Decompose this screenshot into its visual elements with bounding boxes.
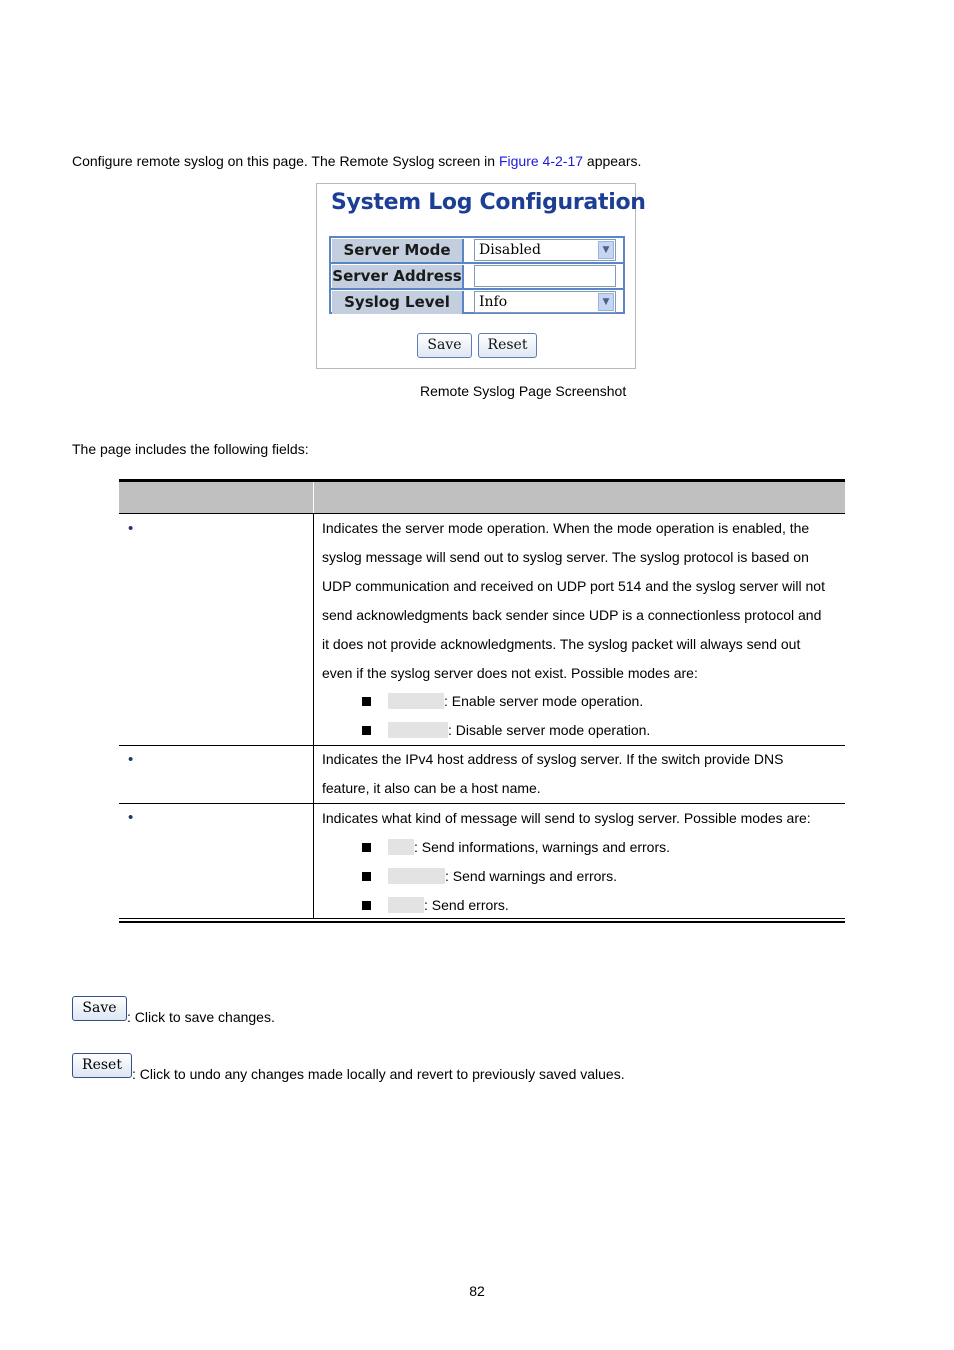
table-bottom-border xyxy=(119,918,845,919)
syslog-level-row xyxy=(331,290,623,315)
square-bullet-icon xyxy=(362,872,371,881)
description-line: send acknowledgments back sender since UDP is a connectionless protocol and xyxy=(322,607,822,623)
description-line: Indicates the IPv4 host address of syslog server. If the switch provide DNS xyxy=(322,751,784,767)
figure-link[interactable]: Figure 4-2-17 xyxy=(498,153,584,169)
syslog-level-label: Syslog Level xyxy=(332,291,464,314)
table-header xyxy=(119,482,845,514)
description-line: even if the syslog server does not exist. Possible modes are: xyxy=(322,665,698,681)
option-text: : Send errors. xyxy=(424,897,509,913)
figure-caption: Remote Syslog Page Screenshot xyxy=(420,383,627,399)
server-mode-select[interactable] xyxy=(474,239,616,261)
save-button[interactable]: Save xyxy=(417,333,472,358)
syslog-config-table xyxy=(329,236,625,314)
save-button-description: : Click to save changes. xyxy=(127,1009,275,1025)
option-item xyxy=(362,716,650,745)
square-bullet-icon xyxy=(362,726,371,735)
option-item xyxy=(362,891,509,920)
screenshot-title: System Log Configuration xyxy=(331,190,646,215)
server-mode-row xyxy=(331,238,623,263)
server-address-description xyxy=(322,745,842,803)
option-name-highlight xyxy=(388,722,448,738)
option-item xyxy=(362,833,670,862)
chevron-down-icon[interactable]: ▼ xyxy=(598,241,614,259)
square-bullet-icon xyxy=(362,697,371,706)
option-text: : Send informations, warnings and errors. xyxy=(414,839,671,855)
option-name-highlight xyxy=(388,868,445,884)
table-row-bullet: • xyxy=(128,751,134,768)
description-line: feature, it also can be a host name. xyxy=(322,780,541,796)
intro-text xyxy=(72,153,641,169)
table-bottom-border xyxy=(119,921,845,923)
server-mode-label: Server Mode xyxy=(332,239,464,262)
intro-text-start: Configure remote syslog on this page. The Remote Syslog screen in xyxy=(72,153,499,169)
remote-syslog-screenshot xyxy=(316,183,646,369)
option-text: : Send warnings and errors. xyxy=(445,868,617,884)
option-item xyxy=(362,687,643,716)
save-button[interactable]: Save xyxy=(72,996,127,1021)
option-item xyxy=(362,862,617,891)
square-bullet-icon xyxy=(362,843,371,852)
table-header-divider xyxy=(313,482,314,513)
option-text: : Enable server mode operation. xyxy=(444,693,644,709)
server-mode-value: Disabled xyxy=(479,242,541,258)
reset-button[interactable]: Reset xyxy=(478,333,537,358)
chevron-down-icon[interactable]: ▼ xyxy=(598,293,614,311)
server-address-row xyxy=(331,264,623,289)
table-column-divider xyxy=(313,514,314,918)
reset-button[interactable]: Reset xyxy=(72,1053,132,1078)
fields-intro: The page includes the following fields: xyxy=(72,441,309,457)
table-row-bullet: • xyxy=(128,809,134,826)
option-name-highlight xyxy=(388,897,424,913)
intro-text-end: appears. xyxy=(583,153,642,169)
server-address-label: Server Address xyxy=(332,265,464,288)
description-line: Indicates the server mode operation. When the mode operation is enabled, the xyxy=(322,520,810,536)
option-text: : Disable server mode operation. xyxy=(448,722,651,738)
option-name-highlight xyxy=(388,693,444,709)
description-line: Indicates what kind of message will send to syslog server. Possible modes are: xyxy=(322,810,811,826)
option-name-highlight xyxy=(388,839,414,855)
description-line: it does not provide acknowledgments. The syslog packet will always send out xyxy=(322,636,801,652)
syslog-level-select[interactable] xyxy=(474,291,616,313)
server-address-input[interactable] xyxy=(474,265,616,287)
reset-button-description: : Click to undo any changes made locally and revert to previously saved values. xyxy=(132,1066,625,1082)
description-line: syslog message will send out to syslog server. The syslog protocol is based on xyxy=(322,549,809,565)
table-row-bullet: • xyxy=(128,520,134,537)
square-bullet-icon xyxy=(362,901,371,910)
page-number: 82 xyxy=(469,1283,485,1299)
syslog-level-description xyxy=(322,804,842,833)
description-line: UDP communication and received on UDP port 514 and the syslog server will not xyxy=(322,578,825,594)
syslog-level-value: Info xyxy=(479,294,508,310)
server-mode-description xyxy=(322,514,842,688)
